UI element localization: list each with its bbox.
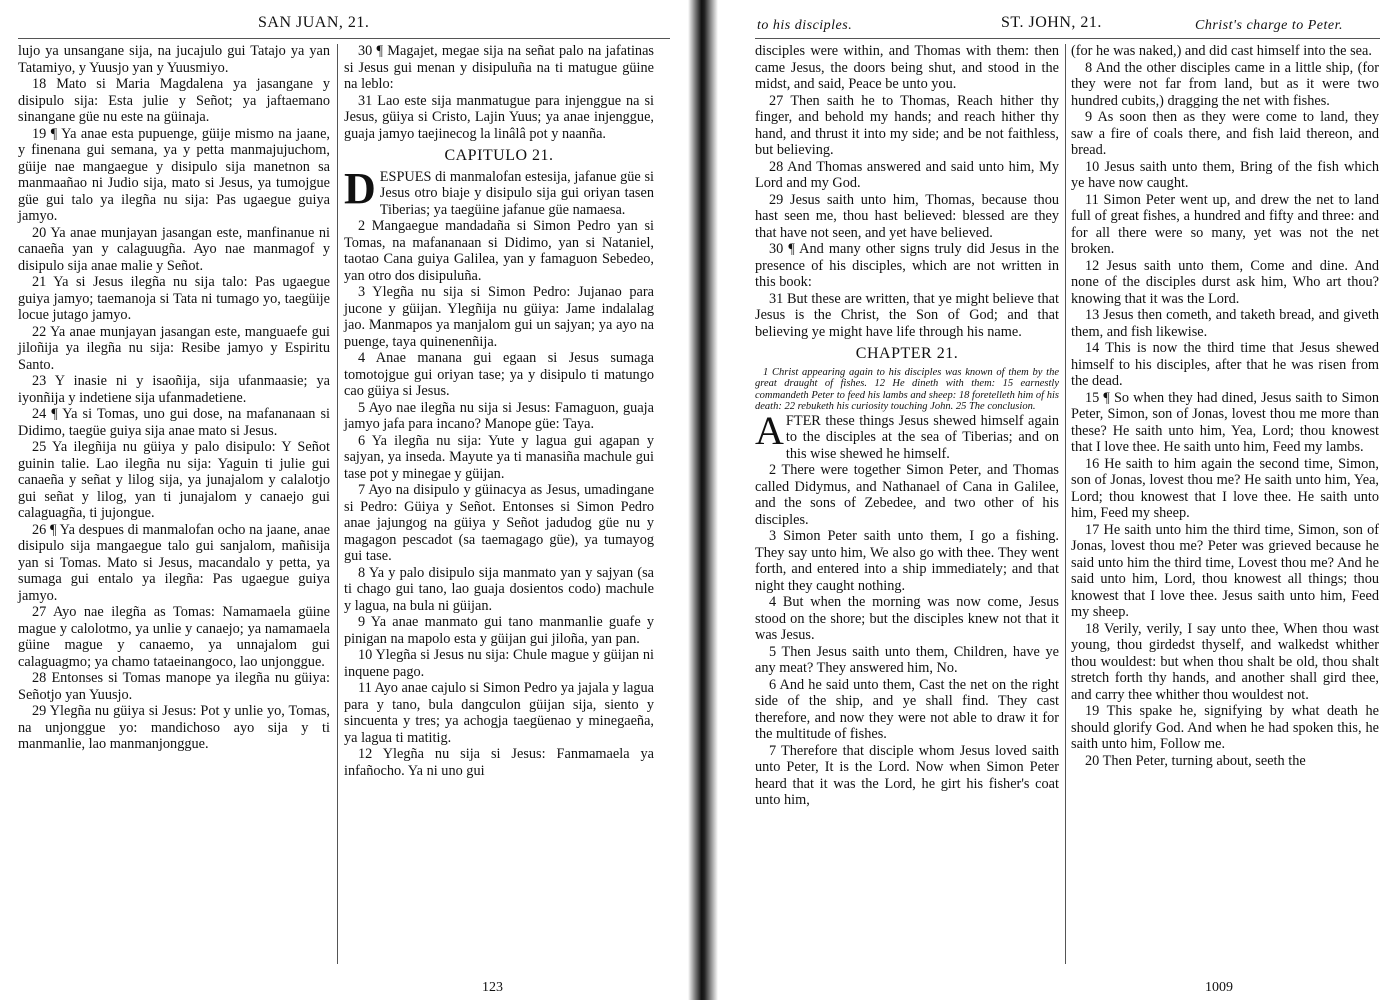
verse: 14 This is now the third time that Jesus shewed himself to his disciples, after that he was risen from the dead. <box>1071 340 1379 389</box>
verse: 24 ¶ Ya si Tomas, uno gui dose, na mafananaan si Didimo, taegüe guiya sija anae mato si Jesus. <box>18 406 330 439</box>
right-page-number: 1009 <box>1205 980 1233 995</box>
verse: lujo ya unsangane sija, na jucajulo gui Tatajo ya yan Tatamiyo, y Yuusjo yan y Yuusmiyo. <box>18 43 330 76</box>
book-spine-gutter <box>688 0 718 1000</box>
verse: 12 Jesus saith unto them, Come and dine. And none of the disciples durst ask him, Who art thou? knowing that it was the Lord. <box>1071 257 1379 307</box>
drop-cap-letter: D <box>344 163 376 213</box>
verse: 20 Then Peter, turning about, seeth the <box>1085 752 1306 769</box>
verse: 15 ¶ So when they had dined, Jesus saith to Simon Peter, Simon, son of Jonas, lovest thou me more than these? He saith unto him, Yea, Lord; thou knowest that I love thee. He saith unto him, Feed my lambs. <box>1071 389 1379 455</box>
verse: 31 But these are written, that ye might believe that Jesus is the Christ, the Son of God; and that believing ye might have life through his name. <box>755 290 1059 340</box>
left-running-header: SAN JUAN, 21. <box>258 14 370 31</box>
verse: (for he was naked,) and did cast himself into the sea. <box>1071 43 1372 59</box>
right-column-1 <box>755 43 1059 809</box>
verse: 2 Mangaegue mandadaña si Simon Pedro yan si Tomas, na mafananaan si Didimo, yan si Nataniel, taotao Cana guiya Galilea, yan y famaguon Sebedeo, yan otro dos disipuluña. <box>344 218 654 284</box>
verse: 25 Ya ilegñija nu güiya y palo disipulo: Y Señot guinin talie. Lao ilegña nu sija: Yaguin ti julie gui canaeña y señat y lilog sija, ya junajalom y calalotjo gui señat y lilog, yan ti junajalom y canaejo gui calaguagña, ti jujongue. <box>18 439 330 521</box>
verse: 17 He saith unto him the third time, Simon, son of Jonas, lovest thou me? Peter was grieved because he said unto him the third time, Lovest thou me? And he said unto him, Lord, thou knowest all things; thou knowest that I love thee. Jesus saith unto him, Feed my sheep. <box>1071 521 1379 620</box>
verse: 2 There were together Simon Peter, and Thomas called Didymus, and Nathanael of Cana in Galilee, and the sons of Zebedee, and two other of his disciples. <box>755 462 1059 528</box>
verse: 11 Simon Peter went up, and drew the net to land full of great fishes, a hundred and fifty and three: and for all there were so many, yet was not the net broken. <box>1071 191 1379 257</box>
verse: 29 Ylegña nu güiya si Jesus: Pot y unlie yo, Tomas, na unjonggue yo: mandichoso ayo sija y ti manmanlie, lao manmanjonggue. <box>18 703 330 752</box>
verse: 19 ¶ Ya anae esta pupuenge, güije mismo na jaane, y finenana gui semana, ya y petta manmajujuchom, güije nae mangaegue y disipulo sija manetnon sa manmaañao ni Judio sija, mato si Jesus, ya tumojgue güe gui talo ya ilegña nu sija: Pas ugaegue guiya jamyo. <box>18 125 330 224</box>
verse: 10 Jesus saith unto them, Bring of the fish which ye have now caught. <box>1071 158 1379 191</box>
left-page-number: 123 <box>482 980 503 995</box>
verse: 30 ¶ And many other signs truly did Jesus in the presence of his disciples, which are not written in this book: <box>755 241 1059 290</box>
verse: 23 Y inasie ni y isaoñija, sija ufanmaasie; ya iyonñija y indetiene sija ufanmadetiene. <box>18 373 330 406</box>
left-column-divider <box>337 44 338 964</box>
verse: 8 Ya y palo disipulo sija manmato yan y sajyan (sa ti chago gui tano, lao guaja dosientos codo) machule y lagua, na bula ni güijan. <box>344 564 654 614</box>
chapter-heading-capitulo: CAPITULO 21. <box>444 147 554 164</box>
verse: 7 Ayo na disipulo y güinacya as Jesus, umadingane si Pedro: Güiya y Señot. Entonses si Simon Pedro anae jajungog na güiya y Señot jadudog güe nu y magagon pescadot (sa taemagago güe), ya tumayog gui tase. <box>344 482 654 564</box>
verse: 11 Ayo anae cajulo si Simon Pedro ya jajala y lagua para y tano, bula dangculon güijan sija, siento y sincuenta y tres; ya achogja taegüenao y minegaeña, ya lagua ti matitig. <box>344 680 654 746</box>
right-header-rule <box>755 38 1380 39</box>
verse: 6 And he said unto them, Cast the net on the right side of the ship, and ye shall find. They cast therefore, and now they were not able to draw it for the multitude of fishes. <box>755 676 1059 742</box>
right-column-divider <box>1065 44 1066 964</box>
verse: 28 And Thomas answered and said unto him, My Lord and my God. <box>755 158 1059 191</box>
verse: 6 Ya ilegña nu sija: Yute y lagua gui agapan y sajyan, ya inseda. Mayute ya ti manasiña machule gui tase pot y minegae y güijan. <box>344 432 654 482</box>
verse: 22 Ya anae munjayan jasangan este, manguaefe gui jiloñija ya ilegña nu sija: Resibe jamyo y Espiritu Santo. <box>18 323 330 373</box>
verse: 19 This spake he, signifying by what death he should glorify God. And when he had spoken this, he saith unto him, Follow me. <box>1071 703 1379 752</box>
verse: 21 Ya si Jesus ilegña nu sija talo: Pas ugaegue guiya jamyo; taemanoja si Tata ni tumago yo, taegüije locue jutago jamyo. <box>18 274 330 323</box>
verse: 27 Ayo nae ilegña as Tomas: Namamaela güine mague y calolotmo, ya unlie y canaejo; ya namamaela güine mague y canaemo, ya unnajalom gui calaguagmo; ya chamo tataeinangoco, lao unjonggue. <box>18 604 330 670</box>
verse: 26 ¶ Ya despues di manmalofan ocho na jaane, anae disipulo sija mangaegue talo gui sanjalom, mañisija yan si Tomas. Mato si Jesus, macandalo y petta, ya sumaga gui entalo ya ilegña: Pas ugaegue guiya jamyo. <box>18 521 330 604</box>
right-running-header: ST. JOHN, 21. <box>1001 14 1102 31</box>
right-header-left: to his disciples. <box>757 18 853 33</box>
verse: 12 Ylegña nu sija si Jesus: Fanmamaela ya infañocho. Ya ni uno gui <box>344 746 654 779</box>
verse: 13 Jesus then cometh, and taketh bread, and giveth them, and fish likewise. <box>1071 307 1379 340</box>
verse: 28 Entonses si Tomas manope ya ilegña nu güiya: Señotjo yan Yuusjo. <box>18 670 330 703</box>
verse: 18 Verily, verily, I say unto thee, When thou wast young, thou girdedst thyself, and walkedst whither thou wouldest: but when thou shalt be old, thou shalt stretch forth thy hands, and another shall gird thee, and carry thee whither thou wouldest not. <box>1071 620 1379 703</box>
verse: 9 As soon then as they were come to land, they saw a fire of coals there, and fish laid thereon, and bread. <box>1071 109 1379 158</box>
right-column-2 <box>1071 43 1379 769</box>
drop-cap-letter: A <box>755 407 784 453</box>
left-column-1 <box>18 43 330 753</box>
verse: 9 Ya anae manmato gui tano manmanlie guafe y pinigan na mapolo esta y güijan gui jiloña, yan pan. <box>344 614 654 647</box>
verse: disciples were within, and Thomas with them: then came Jesus, the doors being shut, and stood in the midst, and said, Peace be unto you. <box>755 43 1059 92</box>
verse: 4 Anae manana gui egaan si Jesus sumaga tomotojgue gui oriyan tase; ya y disipulo ti matungo cao güiya si Jesus. <box>344 350 654 399</box>
verse: 8 And the other disciples came in a little ship, (for they were not far from land, but as it were two hundred cubits,) dragging the net with fishes. <box>1071 59 1379 109</box>
verse: 27 Then saith he to Thomas, Reach hither thy finger, and behold my hands; and reach hither thy hand, and thrust it into my side; and be not faithless, but believing. <box>755 92 1059 158</box>
chapter-first-verse: FTER these things Jesus shewed himself again to the disciples at the sea of Tiberias; and on this wise shewed he himself. <box>785 412 1059 462</box>
verse: 20 Ya anae munjayan jasangan este, manfinanue ni canaeña yan y calaguugña. Ayo nae manmagof y disipulo sija anae malie y Señot. <box>18 224 330 274</box>
verse: 7 Therefore that disciple whom Jesus loved saith unto Peter, It is the Lord. Now when Simon Peter heard that it was the Lord, he girt his fisher's coat unto him, <box>755 742 1059 808</box>
verse: 3 Ylegña nu sija si Simon Pedro: Jujanao para jucone y güijan. Ylegñija nu güiya: Jame indalalag jao. Manmapos ya manjalom gui un sajyan; ya ayo na puenge, taya quinenenñija. <box>344 284 654 350</box>
left-column-2 <box>344 43 654 779</box>
chapter-first-verse: ESPUES di manmalofan estesija, jafanue güe si Jesus otro biaje y disipulo sija gui oriyan tasen Tiberias; ya taegüine jafanue güe namaesa. <box>379 168 654 218</box>
left-page <box>0 0 690 1000</box>
right-page <box>715 0 1393 1000</box>
chapter-summary: 1 Christ appearing again to his disciples was known of them by the great draught of fishes. 12 He dineth with them: 15 earnestly commandeth Peter to feed his lambs and sheep: 18 foretelleth him of his death: 22 rebuketh his curiosity touching John. 25 The conclusion. <box>755 366 1059 412</box>
verse: 5 Then Jesus saith unto them, Children, have ye any meat? They answered him, No. <box>755 643 1059 676</box>
verse: 31 Lao este sija manmatugue para injenggue na si Jesus, güiya si Cristo, Lajin Yuus; ya anae injenggue, guaja jamyo taejinecog la linâlâ pot y naanña. <box>344 92 654 142</box>
verse: 5 Ayo nae ilegña nu sija si Jesus: Famaguon, guaja jamyo jafa para incano? Manope güe: Taya. <box>344 399 654 432</box>
right-header-right: Christ's charge to Peter. <box>1195 18 1343 33</box>
verse: 3 Simon Peter saith unto them, I go a fishing. They say unto him, We also go with thee. They went forth, and entered into a ship immediately; and that night they caught nothing. <box>755 528 1059 594</box>
left-header-rule <box>18 38 670 39</box>
verse: 16 He saith to him again the second time, Simon, son of Jonas, lovest thou me? He saith unto him, Yea, Lord; thou knowest that I love thee. He saith unto him, Feed my sheep. <box>1071 455 1379 521</box>
verse: 10 Ylegña si Jesus nu sija: Chule mague y güijan ni inquene pago. <box>344 647 654 680</box>
chapter-heading-chapter: CHAPTER 21. <box>855 345 959 362</box>
verse: 4 But when the morning was now come, Jesus stood on the shore; but the disciples knew not that it was Jesus. <box>755 594 1059 643</box>
verse: 30 ¶ Magajet, megae sija na señat palo na jafatinas si Jesus gui menan y disipuluña na ti matugue güine na leblo: <box>344 43 654 92</box>
verse: 29 Jesus saith unto him, Thomas, because thou hast seen me, thou hast believed: blessed are they that have not seen, and yet have believed. <box>755 191 1059 241</box>
verse: 18 Mato si Maria Magdalena ya jasangane y disipulo sija: Esta julie y Señot; ya jaftaemano sinangane güe nu este na güinaja. <box>18 76 330 125</box>
